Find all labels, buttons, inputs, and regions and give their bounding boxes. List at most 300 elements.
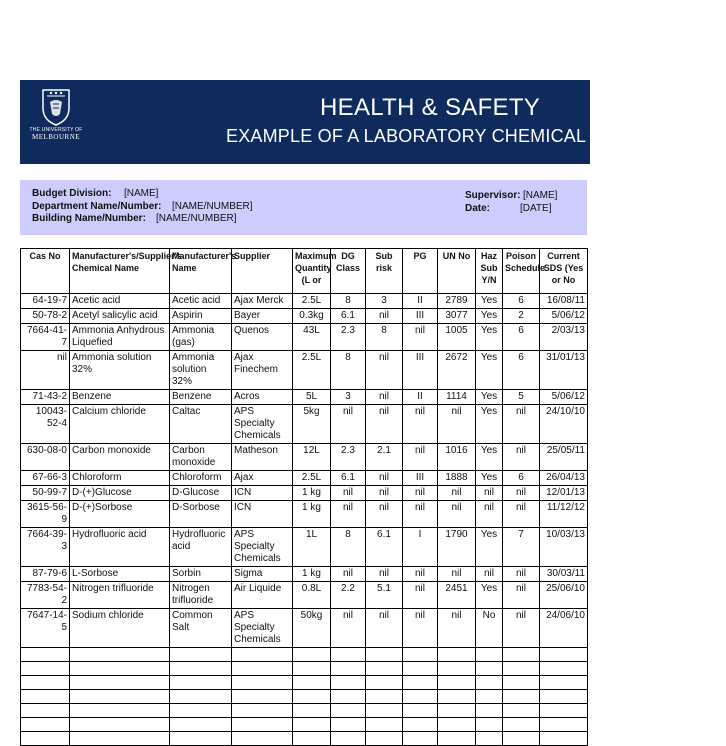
empty-cell: [70, 704, 170, 718]
cell-un-no: nil: [438, 501, 476, 528]
cell-pg: nil: [403, 486, 438, 501]
cell-max-quantity: 5L: [293, 390, 331, 405]
empty-cell: [293, 676, 331, 690]
cell-dg-class: 2.3: [331, 444, 366, 471]
cell-haz-sub: Yes: [476, 309, 503, 324]
cell-haz-sub: Yes: [476, 528, 503, 567]
empty-cell: [232, 648, 293, 662]
empty-table-row: [21, 732, 588, 746]
table-row: [21, 390, 588, 405]
empty-cell: [21, 704, 70, 718]
cell-un-no: 2672: [438, 351, 476, 390]
empty-table-row: [21, 704, 588, 718]
empty-cell: [232, 690, 293, 704]
cell-chemical-name: Sodium chloride: [70, 609, 170, 648]
cell-cas-no: 50-78-2: [21, 309, 70, 324]
col-header-chemical-name: Manufacturer's/Supplier's Chemical Name: [70, 249, 170, 294]
table-row: [21, 444, 588, 471]
empty-cell: [403, 662, 438, 676]
table-row: [21, 582, 588, 609]
cell-chemical-name: Acetic acid: [70, 294, 170, 309]
table-row: [21, 351, 588, 390]
cell-dg-class: nil: [331, 567, 366, 582]
empty-cell: [21, 648, 70, 662]
empty-table-row: [21, 676, 588, 690]
cell-manufacturer: Hydrofluoric acid: [170, 528, 232, 567]
col-header-sub-risk: Sub risk: [366, 249, 403, 294]
empty-cell: [366, 732, 403, 746]
cell-max-quantity: 50kg: [293, 609, 331, 648]
date-row: [465, 203, 552, 214]
cell-cas-no: 3615-56-9: [21, 501, 70, 528]
empty-cell: [170, 676, 232, 690]
empty-cell: [232, 676, 293, 690]
cell-sub-risk: 6.1: [366, 528, 403, 567]
empty-cell: [503, 676, 540, 690]
table-row: [21, 609, 588, 648]
cell-pg: II: [403, 294, 438, 309]
cell-cas-no: 10043-52-4: [21, 405, 70, 444]
empty-cell: [403, 732, 438, 746]
empty-cell: [540, 704, 588, 718]
empty-cell: [476, 648, 503, 662]
empty-cell: [70, 662, 170, 676]
empty-cell: [331, 690, 366, 704]
cell-haz-sub: No: [476, 609, 503, 648]
cell-poison-schedule: 7: [503, 528, 540, 567]
empty-cell: [503, 704, 540, 718]
cell-manufacturer: Chloroform: [170, 471, 232, 486]
cell-max-quantity: 0.3kg: [293, 309, 331, 324]
header-banner: [20, 80, 697, 164]
empty-cell: [21, 662, 70, 676]
cell-manufacturer: Caltac: [170, 405, 232, 444]
cell-sub-risk: nil: [366, 351, 403, 390]
cell-haz-sub: Yes: [476, 582, 503, 609]
empty-cell: [21, 718, 70, 732]
university-logo: [26, 88, 86, 158]
empty-cell: [331, 718, 366, 732]
info-panel: [20, 180, 587, 235]
cell-dg-class: 6.1: [331, 309, 366, 324]
cell-dg-class: nil: [331, 501, 366, 528]
empty-cell: [503, 662, 540, 676]
empty-cell: [476, 718, 503, 732]
budget-division-row: [32, 188, 159, 199]
empty-cell: [293, 732, 331, 746]
cell-pg: II: [403, 390, 438, 405]
building-row: [32, 213, 237, 224]
cell-manufacturer: Nitrogen trifluoride: [170, 582, 232, 609]
chemical-inventory-table: [20, 248, 588, 746]
col-header-pg: PG: [403, 249, 438, 294]
cell-chemical-name: Benzene: [70, 390, 170, 405]
cell-current-sds: 10/03/13: [540, 528, 588, 567]
supervisor-row: [465, 190, 558, 201]
empty-cell: [540, 718, 588, 732]
cell-haz-sub: Yes: [476, 405, 503, 444]
cell-pg: nil: [403, 405, 438, 444]
cell-dg-class: nil: [331, 405, 366, 444]
university-name-line2: MELBOURNE: [31, 133, 81, 141]
department-label: Department Name/Number:: [32, 201, 162, 212]
empty-cell: [70, 648, 170, 662]
empty-cell: [232, 718, 293, 732]
cell-dg-class: 8: [331, 351, 366, 390]
cell-chemical-name: Nitrogen trifluoride: [70, 582, 170, 609]
empty-cell: [438, 704, 476, 718]
cell-poison-schedule: 6: [503, 351, 540, 390]
cell-poison-schedule: nil: [503, 444, 540, 471]
cell-dg-class: 3: [331, 390, 366, 405]
empty-cell: [293, 662, 331, 676]
cell-sub-risk: nil: [366, 471, 403, 486]
col-header-supplier: Supplier: [232, 249, 293, 294]
cell-supplier: Ajax Finechem: [232, 351, 293, 390]
table-row: [21, 294, 588, 309]
cell-poison-schedule: nil: [503, 486, 540, 501]
col-header-manufacturer: Manufacturer's Name: [170, 249, 232, 294]
cell-max-quantity: 43L: [293, 324, 331, 351]
table-row: [21, 501, 588, 528]
empty-cell: [21, 676, 70, 690]
cell-un-no: nil: [438, 486, 476, 501]
cell-supplier: APS Specialty Chemicals: [232, 528, 293, 567]
empty-cell: [438, 718, 476, 732]
empty-cell: [476, 704, 503, 718]
cell-haz-sub: nil: [476, 486, 503, 501]
col-header-current-sds: Current SDS (Yes or No: [540, 249, 588, 294]
empty-cell: [540, 662, 588, 676]
col-header-max-quantity: Maximum Quantity (L or: [293, 249, 331, 294]
cell-chemical-name: Calcium chloride: [70, 405, 170, 444]
empty-cell: [438, 662, 476, 676]
cell-chemical-name: D-(+)Glucose: [70, 486, 170, 501]
cell-haz-sub: Yes: [476, 294, 503, 309]
cell-current-sds: 12/01/13: [540, 486, 588, 501]
empty-cell: [366, 662, 403, 676]
cell-chemical-name: Hydrofluoric acid: [70, 528, 170, 567]
cell-pg: nil: [403, 609, 438, 648]
cell-pg: nil: [403, 444, 438, 471]
cell-sub-risk: 2.1: [366, 444, 403, 471]
cell-un-no: 1005: [438, 324, 476, 351]
empty-cell: [403, 676, 438, 690]
cell-max-quantity: 1L: [293, 528, 331, 567]
cell-manufacturer: Sorbin: [170, 567, 232, 582]
cell-haz-sub: nil: [476, 567, 503, 582]
empty-cell: [170, 732, 232, 746]
empty-cell: [170, 718, 232, 732]
empty-table-row: [21, 690, 588, 704]
cell-sub-risk: nil: [366, 309, 403, 324]
cell-supplier: ICN: [232, 501, 293, 528]
cell-supplier: Air Liquide: [232, 582, 293, 609]
page-subtitle: EXAMPLE OF A LABORATORY CHEMICAL INVENTORY: [226, 126, 697, 146]
empty-cell: [232, 732, 293, 746]
cell-un-no: nil: [438, 567, 476, 582]
cell-sub-risk: 5.1: [366, 582, 403, 609]
empty-cell: [293, 718, 331, 732]
empty-cell: [438, 648, 476, 662]
cell-sub-risk: nil: [366, 609, 403, 648]
cell-max-quantity: 2.5L: [293, 471, 331, 486]
table-row: [21, 324, 588, 351]
cell-current-sds: 25/06/10: [540, 582, 588, 609]
empty-cell: [331, 662, 366, 676]
cell-un-no: nil: [438, 609, 476, 648]
empty-cell: [540, 648, 588, 662]
empty-cell: [366, 676, 403, 690]
cell-pg: III: [403, 351, 438, 390]
empty-cell: [503, 718, 540, 732]
cell-max-quantity: 0.8L: [293, 582, 331, 609]
empty-cell: [70, 676, 170, 690]
cell-poison-schedule: nil: [503, 405, 540, 444]
empty-table-row: [21, 718, 588, 732]
cell-manufacturer: Acetic acid: [170, 294, 232, 309]
building-label: Building Name/Number:: [32, 213, 146, 224]
table-header-row: [21, 249, 588, 294]
cell-supplier: Matheson: [232, 444, 293, 471]
supervisor-label: Supervisor:: [465, 190, 521, 201]
cell-cas-no: 7664-41-7: [21, 324, 70, 351]
cell-supplier: Quenos: [232, 324, 293, 351]
cell-haz-sub: nil: [476, 501, 503, 528]
cell-cas-no: 7664-39-3: [21, 528, 70, 567]
cell-max-quantity: 2.5L: [293, 351, 331, 390]
table-row: [21, 471, 588, 486]
cell-manufacturer: D-Sorbose: [170, 501, 232, 528]
cell-cas-no: 7647-14-5: [21, 609, 70, 648]
cell-poison-schedule: 5: [503, 390, 540, 405]
cell-supplier: Sigma: [232, 567, 293, 582]
cell-dg-class: 6.1: [331, 471, 366, 486]
cell-un-no: 2789: [438, 294, 476, 309]
empty-cell: [70, 718, 170, 732]
cell-pg: nil: [403, 324, 438, 351]
empty-table-row: [21, 648, 588, 662]
cell-dg-class: 2.3: [331, 324, 366, 351]
cell-manufacturer: Common Salt: [170, 609, 232, 648]
cell-sub-risk: 3: [366, 294, 403, 309]
cell-current-sds: 5/06/12: [540, 309, 588, 324]
cell-un-no: 1016: [438, 444, 476, 471]
cell-dg-class: nil: [331, 609, 366, 648]
cell-supplier: Bayer: [232, 309, 293, 324]
empty-cell: [438, 676, 476, 690]
cell-supplier: Ajax: [232, 471, 293, 486]
empty-cell: [476, 676, 503, 690]
cell-un-no: 1888: [438, 471, 476, 486]
cell-current-sds: 31/01/13: [540, 351, 588, 390]
crest-icon: [41, 88, 71, 126]
empty-cell: [366, 690, 403, 704]
cell-max-quantity: 1 kg: [293, 567, 331, 582]
empty-cell: [232, 704, 293, 718]
empty-cell: [70, 690, 170, 704]
empty-cell: [232, 662, 293, 676]
cell-sub-risk: nil: [366, 486, 403, 501]
cell-poison-schedule: 2: [503, 309, 540, 324]
empty-cell: [438, 732, 476, 746]
cell-cas-no: 71-43-2: [21, 390, 70, 405]
page-title: HEALTH & SAFETY: [320, 94, 541, 121]
table-row: [21, 405, 588, 444]
empty-cell: [438, 690, 476, 704]
cell-haz-sub: Yes: [476, 324, 503, 351]
department-value: [NAME/NUMBER]: [172, 201, 253, 212]
cell-chemical-name: Ammonia Anhydrous Liquefied: [70, 324, 170, 351]
cell-chemical-name: Carbon monoxide: [70, 444, 170, 471]
cell-cas-no: 50-99-7: [21, 486, 70, 501]
cell-current-sds: 26/04/13: [540, 471, 588, 486]
cell-poison-schedule: 6: [503, 471, 540, 486]
empty-cell: [540, 732, 588, 746]
cell-un-no: 1790: [438, 528, 476, 567]
cell-pg: I: [403, 528, 438, 567]
cell-cas-no: 630-08-0: [21, 444, 70, 471]
cell-current-sds: 30/03/11: [540, 567, 588, 582]
cell-max-quantity: 2.5L: [293, 294, 331, 309]
cell-haz-sub: Yes: [476, 444, 503, 471]
cell-chemical-name: Ammonia solution 32%: [70, 351, 170, 390]
cell-manufacturer: Carbon monoxide: [170, 444, 232, 471]
table-row: [21, 567, 588, 582]
cell-cas-no: nil: [21, 351, 70, 390]
cell-sub-risk: nil: [366, 405, 403, 444]
date-label: Date:: [465, 203, 491, 214]
table-body: [21, 294, 588, 746]
empty-cell: [293, 690, 331, 704]
cell-cas-no: 87-79-6: [21, 567, 70, 582]
cell-un-no: 3077: [438, 309, 476, 324]
col-header-haz-sub: Haz Sub Y/N: [476, 249, 503, 294]
cell-chemical-name: D-(+)Sorbose: [70, 501, 170, 528]
empty-cell: [503, 690, 540, 704]
cell-haz-sub: Yes: [476, 471, 503, 486]
col-header-poison-schedule: Poison Schedule: [503, 249, 540, 294]
cell-pg: nil: [403, 582, 438, 609]
cell-manufacturer: Benzene: [170, 390, 232, 405]
empty-cell: [70, 732, 170, 746]
cell-manufacturer: Ammonia (gas): [170, 324, 232, 351]
empty-cell: [21, 732, 70, 746]
cell-chemical-name: Chloroform: [70, 471, 170, 486]
cell-dg-class: 8: [331, 294, 366, 309]
col-header-un-no: UN No: [438, 249, 476, 294]
cell-un-no: nil: [438, 405, 476, 444]
empty-cell: [403, 704, 438, 718]
empty-cell: [170, 662, 232, 676]
empty-cell: [366, 704, 403, 718]
university-name-line1: THE UNIVERSITY OF: [29, 127, 83, 133]
supervisor-value: [NAME]: [523, 190, 558, 201]
cell-max-quantity: 1 kg: [293, 501, 331, 528]
table-row: [21, 486, 588, 501]
cell-cas-no: 7783-54-2: [21, 582, 70, 609]
cell-dg-class: nil: [331, 486, 366, 501]
empty-cell: [503, 732, 540, 746]
budget-division-label: Budget Division:: [32, 188, 112, 199]
empty-cell: [170, 648, 232, 662]
cell-sub-risk: nil: [366, 390, 403, 405]
cell-supplier: ICN: [232, 486, 293, 501]
cell-current-sds: 25/05/11: [540, 444, 588, 471]
cell-poison-schedule: 6: [503, 294, 540, 309]
empty-cell: [540, 676, 588, 690]
cell-poison-schedule: 6: [503, 324, 540, 351]
table-row: [21, 309, 588, 324]
empty-cell: [366, 718, 403, 732]
empty-cell: [331, 676, 366, 690]
cell-pg: III: [403, 309, 438, 324]
cell-manufacturer: Aspirin: [170, 309, 232, 324]
cell-sub-risk: nil: [366, 567, 403, 582]
empty-cell: [293, 704, 331, 718]
cell-poison-schedule: nil: [503, 582, 540, 609]
cell-sub-risk: nil: [366, 501, 403, 528]
cell-chemical-name: Acetyl salicylic acid: [70, 309, 170, 324]
empty-table-row: [21, 662, 588, 676]
empty-cell: [403, 718, 438, 732]
cell-current-sds: 11/12/12: [540, 501, 588, 528]
cell-dg-class: 2.2: [331, 582, 366, 609]
building-value: [NAME/NUMBER]: [156, 213, 237, 224]
empty-cell: [403, 648, 438, 662]
cell-pg: nil: [403, 567, 438, 582]
budget-division-value: [NAME]: [124, 188, 159, 199]
cell-pg: III: [403, 471, 438, 486]
empty-cell: [293, 648, 331, 662]
empty-cell: [21, 690, 70, 704]
col-header-cas-no: Cas No: [21, 249, 70, 294]
empty-cell: [540, 690, 588, 704]
col-header-dg-class: DG Class: [331, 249, 366, 294]
cell-poison-schedule: nil: [503, 609, 540, 648]
cell-sub-risk: 8: [366, 324, 403, 351]
date-value: [DATE]: [520, 203, 552, 214]
cell-manufacturer: Ammonia solution 32%: [170, 351, 232, 390]
empty-cell: [403, 690, 438, 704]
cell-cas-no: 64-19-7: [21, 294, 70, 309]
empty-cell: [331, 648, 366, 662]
cell-current-sds: 24/10/10: [540, 405, 588, 444]
cell-un-no: 1114: [438, 390, 476, 405]
cell-cas-no: 67-66-3: [21, 471, 70, 486]
cell-dg-class: 8: [331, 528, 366, 567]
cell-poison-schedule: nil: [503, 501, 540, 528]
cell-manufacturer: D-Glucose: [170, 486, 232, 501]
empty-cell: [503, 648, 540, 662]
cell-current-sds: 5/06/12: [540, 390, 588, 405]
cell-poison-schedule: nil: [503, 567, 540, 582]
cell-haz-sub: Yes: [476, 351, 503, 390]
empty-cell: [331, 704, 366, 718]
cell-max-quantity: 12L: [293, 444, 331, 471]
cell-max-quantity: 5kg: [293, 405, 331, 444]
empty-cell: [170, 690, 232, 704]
empty-cell: [366, 648, 403, 662]
empty-cell: [331, 732, 366, 746]
table-row: [21, 528, 588, 567]
cell-max-quantity: 1 kg: [293, 486, 331, 501]
cell-current-sds: 16/08/11: [540, 294, 588, 309]
department-row: [32, 201, 253, 212]
cell-supplier: APS Specialty Chemicals: [232, 609, 293, 648]
empty-cell: [170, 704, 232, 718]
cell-chemical-name: L-Sorbose: [70, 567, 170, 582]
